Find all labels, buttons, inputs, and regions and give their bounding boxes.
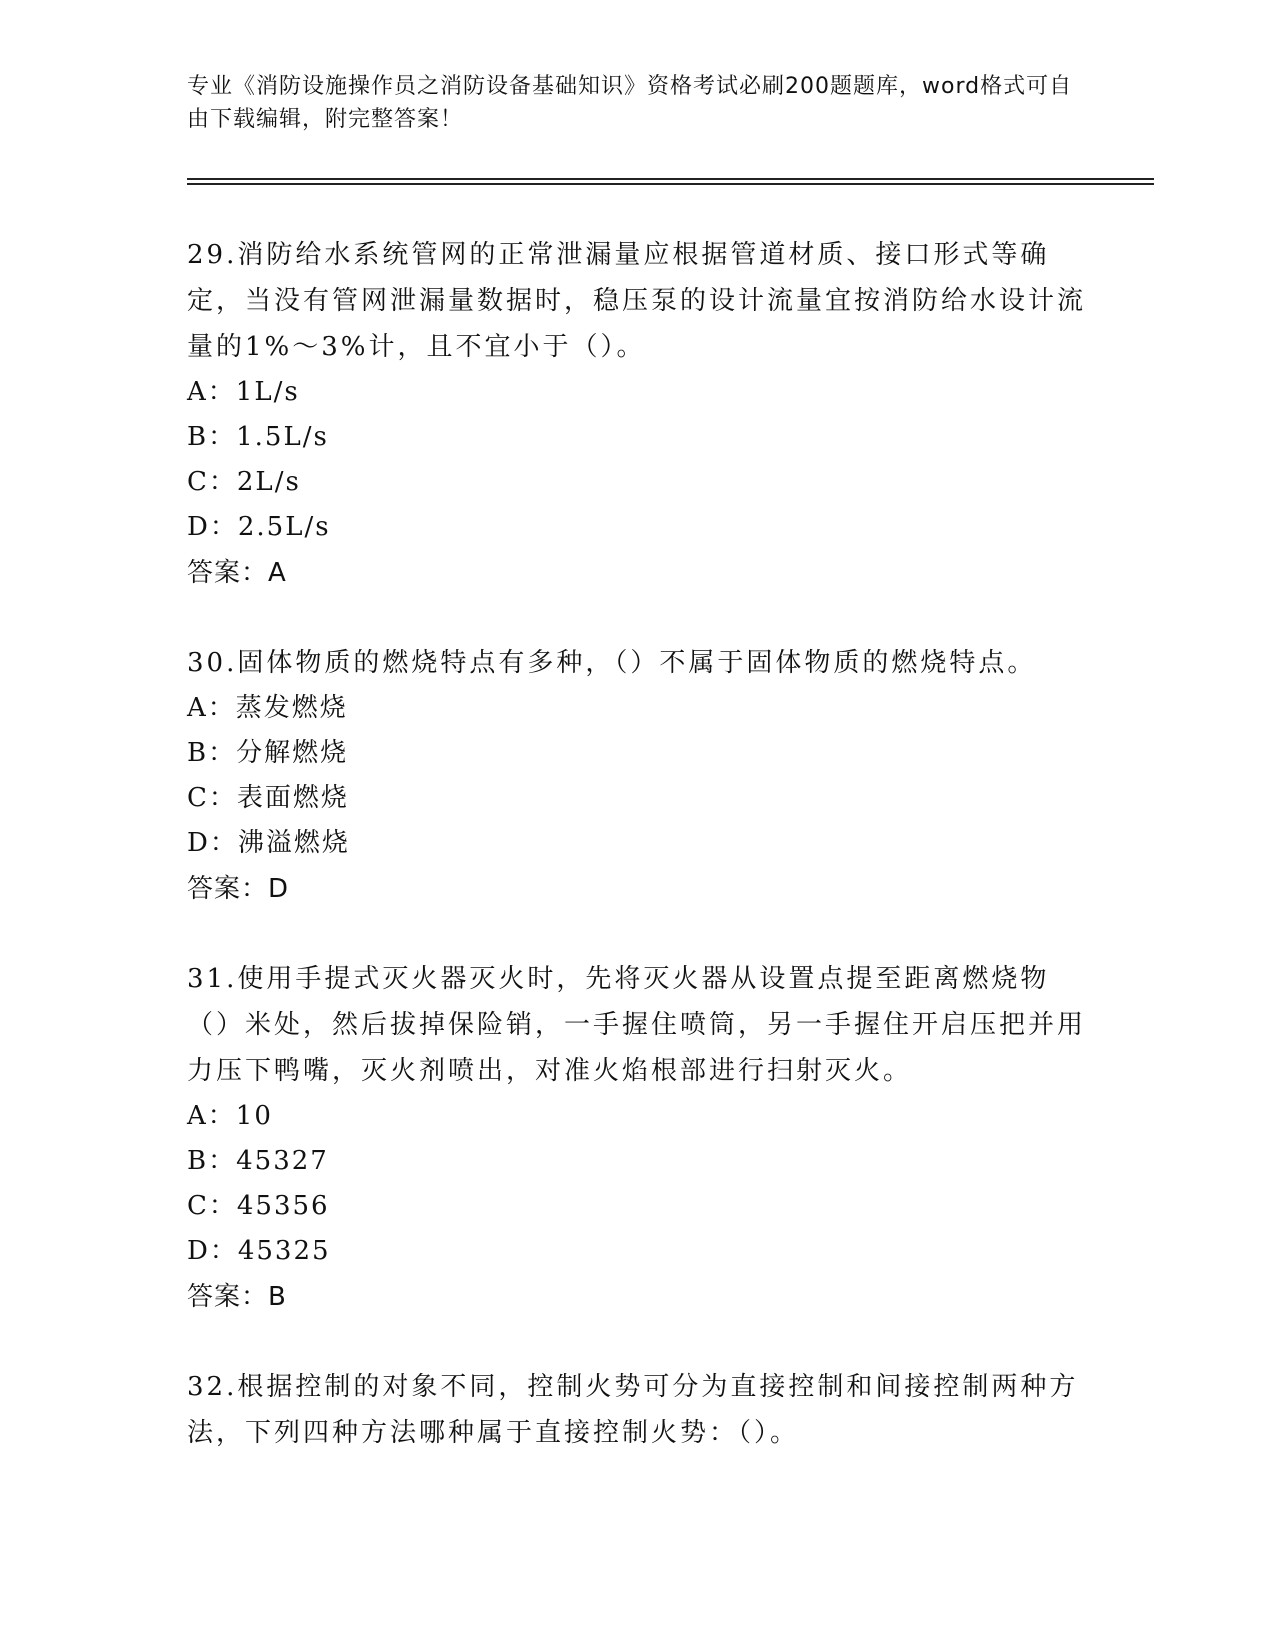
- question-text: 29.消防给水系统管网的正常泄漏量应根据管道材质、接口形式等确定，当没有管网泄漏量数据时，稳压泵的设计流量宜按消防给水设计流量的1%～3%计，且不宜小于（）。: [187, 240, 1087, 362]
- option-b: B：1.5L/s: [187, 422, 329, 452]
- question-29: [187, 232, 1087, 596]
- option-c: C：2L/s: [187, 467, 301, 497]
- question-31: [187, 956, 1087, 1320]
- header-divider-bottom: [187, 183, 1154, 185]
- option-a: A：10: [187, 1101, 273, 1131]
- header-divider-top: [187, 178, 1154, 180]
- answer-label: 答案：A: [187, 558, 287, 588]
- question-30: [187, 640, 1087, 912]
- option-a: A：1L/s: [187, 377, 300, 407]
- question-text: 32.根据控制的对象不同，控制火势可分为直接控制和间接控制两种方法，下列四种方法哪种属于直接控制火势：（）。: [187, 1372, 1079, 1448]
- option-a: A：蒸发燃烧: [187, 693, 348, 723]
- question-text: 31.使用手提式灭火器灭火时，先将灭火器从设置点提至距离燃烧物（）米处，然后拔掉保险销，一手握住喷筒，另一手握住开启压把并用力压下鸭嘴，灭火剂喷出，对准火焰根部进行扫射灭火。: [187, 964, 1087, 1086]
- question-text: 30.固体物质的燃烧特点有多种，（）不属于固体物质的燃烧特点。: [187, 648, 1037, 678]
- answer-label: 答案：D: [187, 874, 290, 904]
- document-header: 专业《消防设施操作员之消防设备基础知识》资格考试必刷200题题库，word格式可自由下载编辑，附完整答案！: [187, 74, 1073, 132]
- option-d: D：45325: [187, 1236, 331, 1266]
- option-c: C：表面燃烧: [187, 783, 349, 813]
- option-b: B：45327: [187, 1146, 329, 1176]
- question-list: [187, 232, 1087, 1500]
- option-b: B：分解燃烧: [187, 738, 349, 768]
- option-d: D：沸溢燃烧: [187, 828, 350, 858]
- answer-label: 答案：B: [187, 1282, 287, 1312]
- option-c: C：45356: [187, 1191, 330, 1221]
- option-d: D：2.5L/s: [187, 512, 331, 542]
- question-32: [187, 1364, 1087, 1456]
